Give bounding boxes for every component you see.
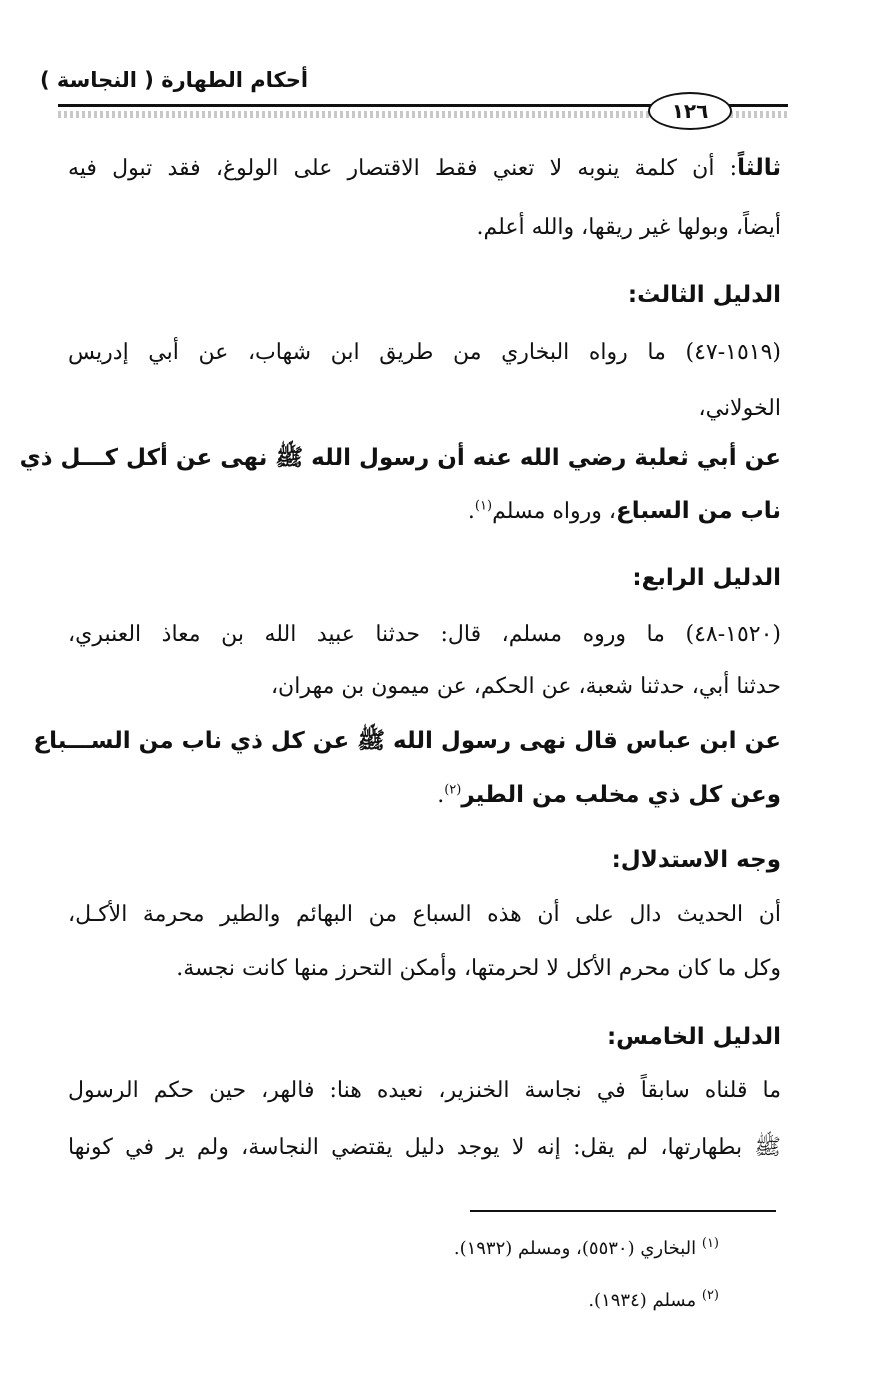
hadith-text: ناب من السباع، ورواه مسلم$^{(١)}$. — [467, 498, 781, 524]
footnote-text: البخاري (٥٥٣٠)، ومسلم (١٩٣٢). — [453, 1238, 697, 1259]
footnote — [454, 1236, 719, 1259]
footnote-rule — [470, 1210, 776, 1212]
hadith-bold: وعن كل ذي مخلب من الطير — [461, 782, 781, 808]
paragraph-line: ﷺ بطهارتها، لم يقل: إنه لا يوجد دليل يقتضي النجاسة، ولم ير في كونها — [68, 1135, 781, 1160]
paragraph-line: ما قلناه سابقاً في نجاسة الخنزير، نعيده هنا: فالهر، حين حكم الرسول — [68, 1078, 781, 1103]
hadith-text: عن ابن عباس قال نهى رسول الله ﷺ عن كل ذي ناب من الســـباع — [33, 728, 781, 754]
paragraph-line — [68, 155, 781, 181]
hadith-bold: ناب من السباع — [616, 498, 781, 524]
paragraph-line: حدثنا أبي، حدثنا شعبة، عن الحكم، عن ميمون بن مهران، — [270, 674, 781, 699]
footnote-marker: (٢) — [444, 782, 462, 798]
section-heading: الدليل الخامس: — [606, 1024, 781, 1050]
paragraph-line: أن الحديث دال على أن هذه السباع من البهائم والطير محرمة الأكـل، — [68, 902, 781, 927]
section-heading: وجه الاستدلال: — [611, 847, 781, 873]
paragraph-line: (١٥١٩-٤٧) ما رواه البخاري من طريق ابن شهاب، عن أبي إدريس — [68, 340, 781, 365]
page-number: ١٢٦ — [648, 92, 732, 130]
footnote-mark: (١) — [701, 1236, 719, 1251]
footnote — [588, 1288, 719, 1311]
paragraph-line: (١٥٢٠-٤٨) ما وروه مسلم، قال: حدثنا عبيد الله بن معاذ العنبري، — [68, 622, 781, 647]
running-title: أحكام الطهارة ( النجاسة ) — [40, 68, 309, 92]
section-heading: الدليل الرابع: — [632, 565, 781, 591]
paragraph-line: الخولاني، — [698, 396, 781, 421]
section-heading: الدليل الثالث: — [627, 282, 781, 308]
hadith-text: عن أبي ثعلبة رضي الله عنه أن رسول الله ﷺ نهى عن أكل كـــل ذي — [19, 445, 781, 471]
footnote-marker: (١) — [474, 498, 493, 514]
paragraph-lead: ثالثاً — [737, 155, 781, 181]
paragraph-line: أيضاً، وبولها غير ريقها، والله أعلم. — [476, 215, 781, 240]
hadith-text: وعن كل ذي مخلب من الطير$^{(٢)}$. — [437, 782, 781, 808]
footnote-mark: (٢) — [701, 1288, 719, 1303]
paragraph-text: : أن كلمة ينوبه لا تعني فقط الاقتصار على الولوغ، فقد تبول فيه — [68, 156, 738, 181]
footnote-text: مسلم (١٩٣٤). — [588, 1290, 697, 1311]
paragraph-line: وكل ما كان محرم الأكل لا لحرمتها، وأمكن التحرز منها كانت نجسة. — [176, 956, 781, 981]
hadith-attribution: ، ورواه مسلم — [492, 499, 616, 524]
